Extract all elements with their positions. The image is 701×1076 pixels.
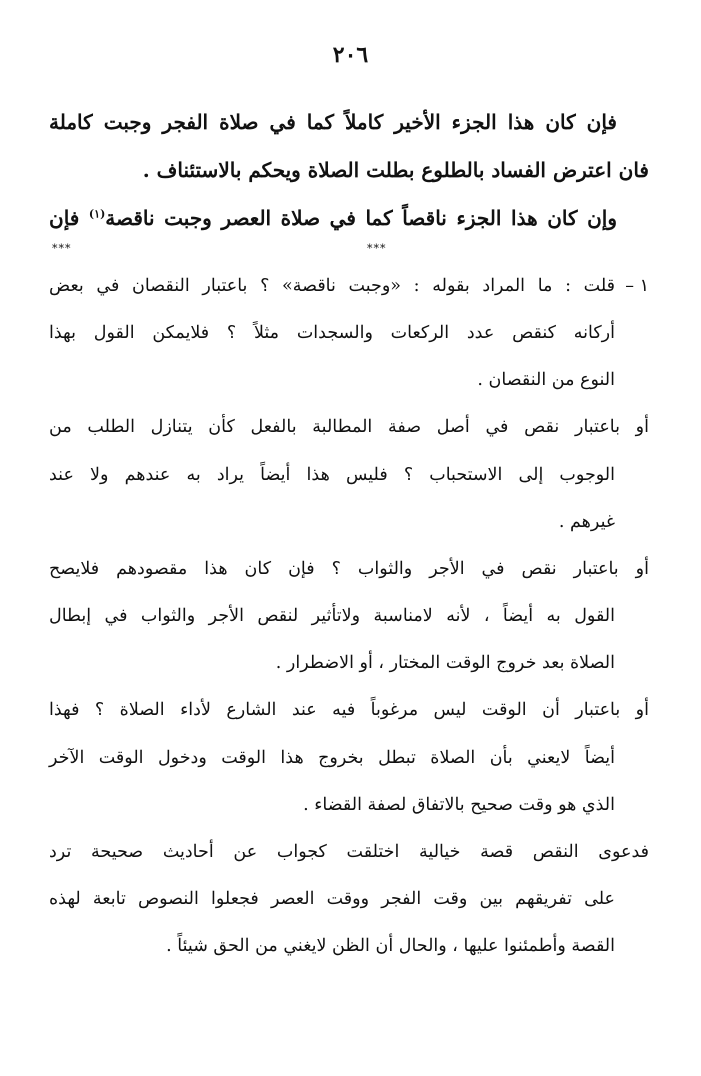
footnote-line: أو باعتبار نقص في أصل صفة المطالبة بالفعل كأن يتنازل الطلب من — [49, 417, 649, 437]
main-text-line: فإن كان هذا الجزء الأخير كاملاً كما في صلاة الفجر وجبت كاملة — [49, 110, 617, 134]
footnote-line: القصة وأطمئنوا عليها ، والحال أن الظن لايغني من الحق شيئاً . — [166, 936, 615, 956]
footnote-number: ١ – — [625, 276, 649, 296]
main-text-segment: فإن — [49, 206, 89, 230]
footnote-line: النوع من النقصان . — [477, 370, 615, 390]
footnote-line: أركانه كنقص عدد الركعات والسجدات مثلاً ؟ فلايمكن القول بهذا — [49, 323, 615, 343]
main-text-segment: وإن كان هذا الجزء ناقصاً كما في صلاة العصر وجبت ناقصة — [105, 206, 617, 230]
footnote-line: على تفريقهم بين وقت الفجر ووقت العصر فجعلوا النصوص تابعة لهذه — [49, 889, 615, 909]
footnote-line: قلت : ما المراد بقوله : «وجبت ناقصة» ؟ باعتبار النقصان في بعض — [49, 276, 615, 296]
footnote-line: القول به أيضاً ، لأنه لامناسبة ولاتأثير لنقص الأجر والثواب في إبطال — [49, 606, 615, 626]
footnote-line: الصلاة بعد خروج الوقت المختار ، أو الاضطرار . — [275, 653, 615, 673]
footnote-line: الذي هو وقت صحيح بالاتفاق لصفة القضاء . — [303, 795, 615, 815]
divider-stars-left: *** — [52, 242, 72, 255]
footnote-reference: (١) — [88, 207, 106, 221]
footnote-line: أو باعتبار أن الوقت ليس مرغوباً فيه عند الشارع لأداء الصلاة ؟ فهذا — [49, 700, 649, 720]
footnote-line: أيضاً لايعني بأن الصلاة تبطل بخروج هذا الوقت ودخول الوقت الآخر — [49, 748, 615, 768]
footnote-line: غيرهم . — [558, 512, 615, 532]
main-text-line — [49, 206, 617, 230]
main-text-line: فان اعترض الفساد بالطلوع بطلت الصلاة ويحكم بالاستئناف . — [142, 158, 649, 182]
divider-stars-right: *** — [367, 242, 387, 255]
footnote-line: فدعوى النقص قصة خيالية اختلقت كجواب عن أحاديث صحيحة ترد — [49, 842, 649, 862]
footnote-line: أو باعتبار نقص في الأجر والثواب ؟ فإن كان هذا مقصودهم فلايصح — [49, 559, 649, 579]
footnote-line: الوجوب إلى الاستحباب ؟ فليس هذا أيضاً يراد به عندهم ولا عند — [49, 465, 615, 485]
page-number: ٢٠٦ — [332, 42, 369, 68]
